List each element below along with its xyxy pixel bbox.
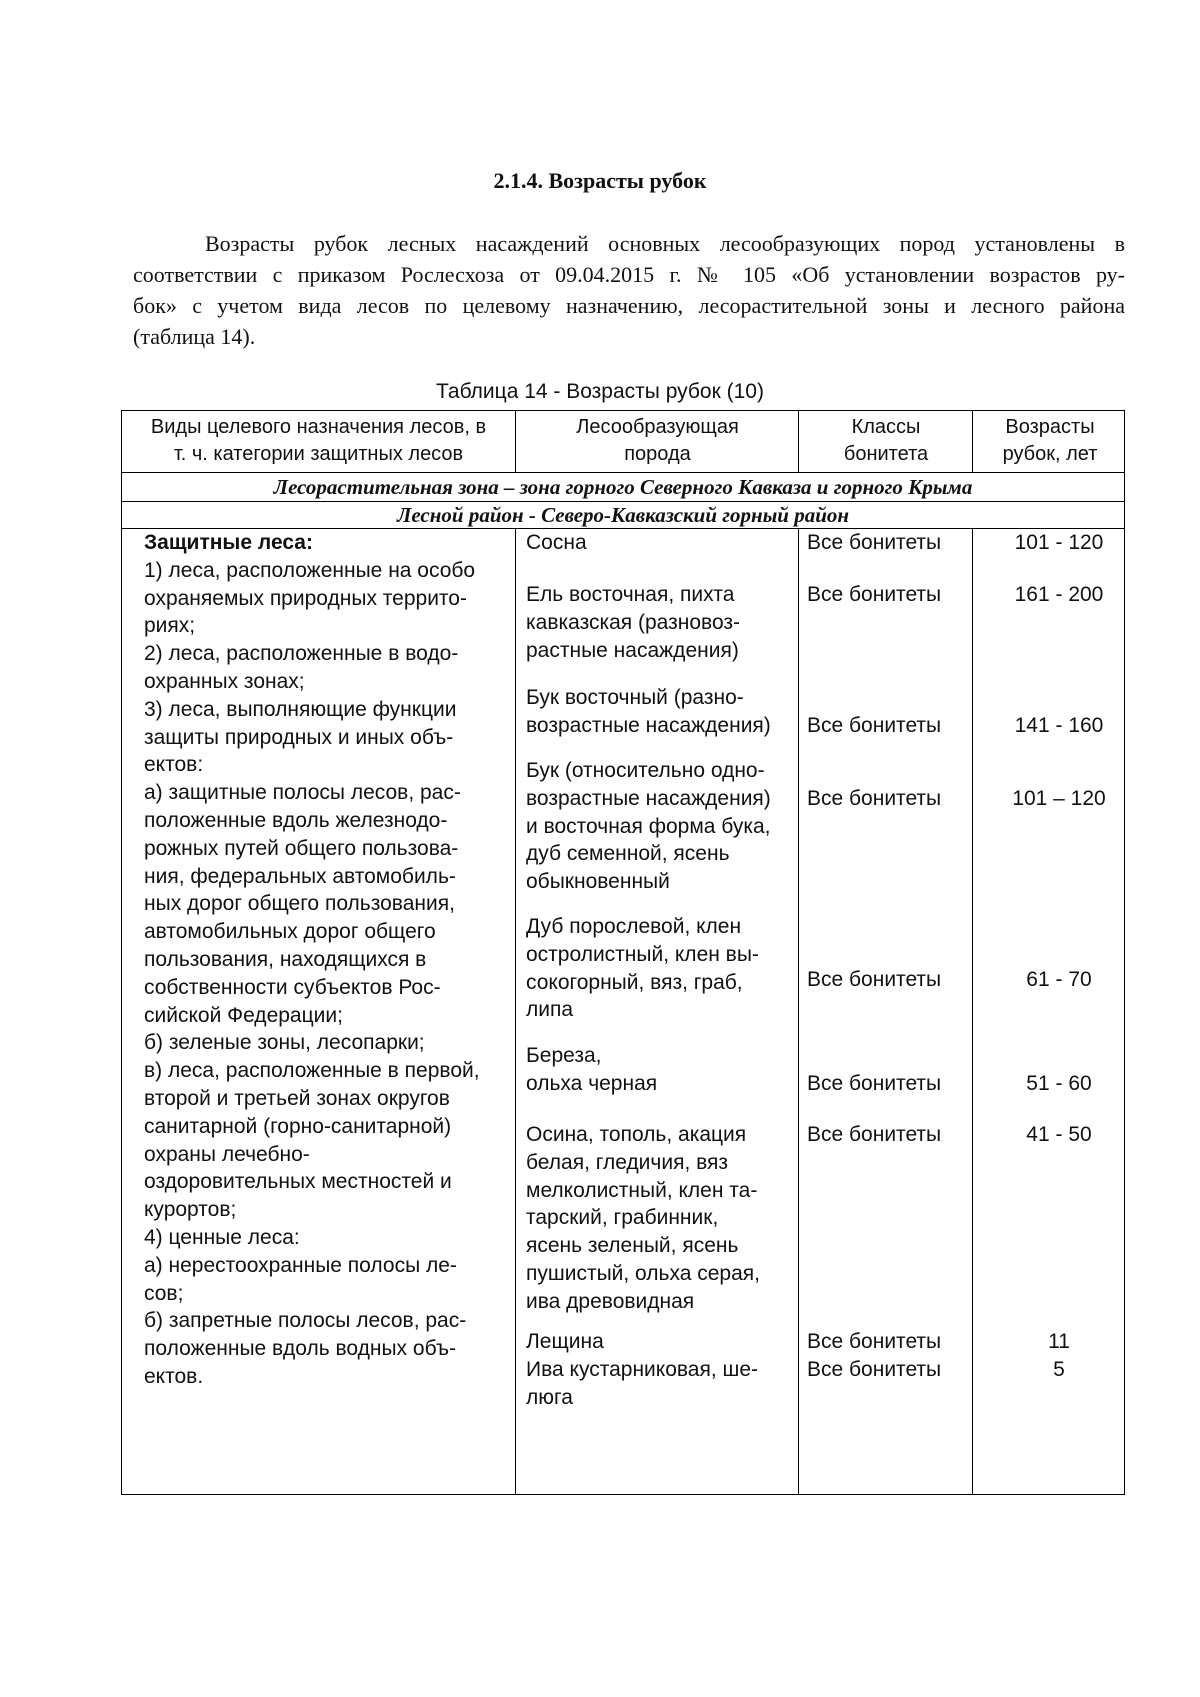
- category-line: охраны лечебно-: [144, 1142, 310, 1166]
- species-cell: Сосна: [526, 531, 587, 554]
- age-cell: 51 - 60: [1026, 1072, 1092, 1095]
- category-line: защиты природных и иных объ-: [144, 725, 454, 749]
- category-title: Защитные леса:: [144, 531, 313, 554]
- column-divider: [798, 528, 799, 1494]
- column-divider: [798, 411, 799, 472]
- species-cell: Бук восточный (разно- возрастные насаждения): [526, 686, 771, 737]
- species-cell: Береза, ольха черная: [526, 1044, 658, 1095]
- column-divider: [972, 411, 973, 472]
- bonitet-cell: Все бонитеты: [807, 1358, 942, 1381]
- category-line: в) леса, расположенные в первой,: [144, 1059, 480, 1083]
- bonitet-cell: Все бонитеты: [807, 787, 942, 810]
- category-line: автомобильных дорог общего: [144, 920, 436, 944]
- species-cell: Осина, тополь, акация белая, гледичия, вяз мелколистный, клен та- тарский, грабинник, ясень зеленый, ясень пушистый, ольха серая, ива древовидная: [526, 1123, 760, 1313]
- category-line: 2) леса, расположенные в водо-: [144, 642, 459, 666]
- bonitet-cell: Все бонитеты: [807, 583, 942, 606]
- category-line: охраняемых природных террито-: [144, 586, 467, 610]
- header-purpose: Виды целевого назначения лесов, в т. ч. категории защитных лесов: [150, 416, 487, 465]
- age-cell: 5: [1053, 1358, 1065, 1381]
- category-line: б) зеленые зоны, лесопарки;: [144, 1031, 425, 1055]
- age-cell: 101 – 120: [1012, 787, 1106, 810]
- age-cell: 41 - 50: [1026, 1123, 1092, 1146]
- species-cell: Ива кустарниковая, ше- люга: [526, 1358, 759, 1409]
- category-line: положенные вдоль водных объ-: [144, 1337, 457, 1361]
- category-line: санитарной (горно-санитарной): [144, 1114, 452, 1138]
- intro-line: соответствии с приказом Рослесхоза от 09.04.2015 г. № 105 «Об установлении возрастов ру-: [133, 262, 1125, 287]
- district-label: Лесной район - Северо-Кавказский горный район: [396, 503, 850, 527]
- category-line: пользования, находящихся в: [144, 947, 427, 971]
- category-line: охранных зонах;: [144, 669, 305, 693]
- header-age: Возрасты рубок, лет: [1002, 416, 1098, 465]
- category-line: второй и третьей зонах округов: [144, 1086, 450, 1110]
- zone-label: Лесорастительная зона – зона горного Северного Кавказа и горного Крыма: [273, 475, 973, 499]
- category-line: собственности субъектов Рос-: [144, 975, 441, 999]
- age-cell: 161 - 200: [1014, 583, 1104, 606]
- intro-paragraph: [133, 228, 1125, 352]
- category-line: сов;: [144, 1281, 184, 1305]
- table-caption: Таблица 14 - Возрасты рубок (10): [436, 380, 764, 403]
- category-line: ния, федеральных автомобиль-: [144, 864, 456, 888]
- category-line: ных дорог общего пользования,: [144, 892, 455, 916]
- category-line: оздоровительных местностей и: [144, 1170, 452, 1194]
- category-line: ектов.: [144, 1364, 204, 1388]
- species-cell: Бук (относительно одно- возрастные насаждения) и восточная форма бука, дуб семенной, ясень обыкновенный: [526, 759, 771, 894]
- category-line: курортов;: [144, 1198, 237, 1222]
- category-line: положенные вдоль железнодо-: [144, 808, 448, 832]
- category-lines: [144, 557, 514, 1391]
- age-cell: 101 - 120: [1014, 531, 1104, 554]
- category-line: а) защитные полосы лесов, рас-: [144, 781, 461, 805]
- species-cell: Ель восточная, пихта кавказская (разновоз- растные насаждения): [526, 583, 741, 662]
- age-cell: 11: [1048, 1330, 1070, 1353]
- bonitet-cell: Все бонитеты: [807, 1330, 942, 1353]
- header-species: Лесообразующая порода: [576, 416, 739, 465]
- age-cell: 141 - 160: [1014, 714, 1104, 737]
- column-divider: [515, 411, 516, 472]
- bonitet-cell: Все бонитеты: [807, 1123, 942, 1146]
- category-line: а) нерестоохранные полосы ле-: [144, 1253, 457, 1277]
- bonitet-cell: Все бонитеты: [807, 531, 942, 554]
- intro-line: Возрасты рубок лесных насаждений основных лесообразующих пород установлены в: [205, 231, 1125, 256]
- bonitet-cell: Все бонитеты: [807, 1072, 942, 1095]
- category-line: 4) ценные леса:: [144, 1225, 300, 1249]
- section-heading: 2.1.4. Возрасты рубок: [493, 168, 707, 193]
- species-cell: Дуб порослевой, клен остролистный, клен вы- сокогорный, вяз, граб, липа: [526, 915, 759, 1022]
- category-line: 3) леса, выполняющие функции: [144, 697, 457, 721]
- bonitet-cell: Все бонитеты: [807, 968, 942, 991]
- category-line: б) запретные полосы лесов, рас-: [144, 1309, 467, 1333]
- category-line: сийской Федерации;: [144, 1003, 343, 1027]
- species-cell: Лещина: [526, 1330, 604, 1353]
- header-bonitet: Классы бонитета: [843, 416, 929, 465]
- age-cell: 61 - 70: [1026, 968, 1092, 991]
- forest-category: [144, 529, 514, 1391]
- bonitet-cell: Все бонитеты: [807, 714, 942, 737]
- cutting-age-table: [121, 410, 1125, 1495]
- intro-line: (таблица 14).: [133, 324, 256, 349]
- category-line: ектов:: [144, 753, 204, 777]
- column-divider: [515, 528, 516, 1494]
- category-line: 1) леса, расположенные на особо: [144, 558, 476, 582]
- intro-line: бок» с учетом вида лесов по целевому назначению, лесорастительной зоны и лесного района: [133, 293, 1125, 318]
- category-line: рожных путей общего пользова-: [144, 836, 459, 860]
- category-line: риях;: [144, 614, 196, 638]
